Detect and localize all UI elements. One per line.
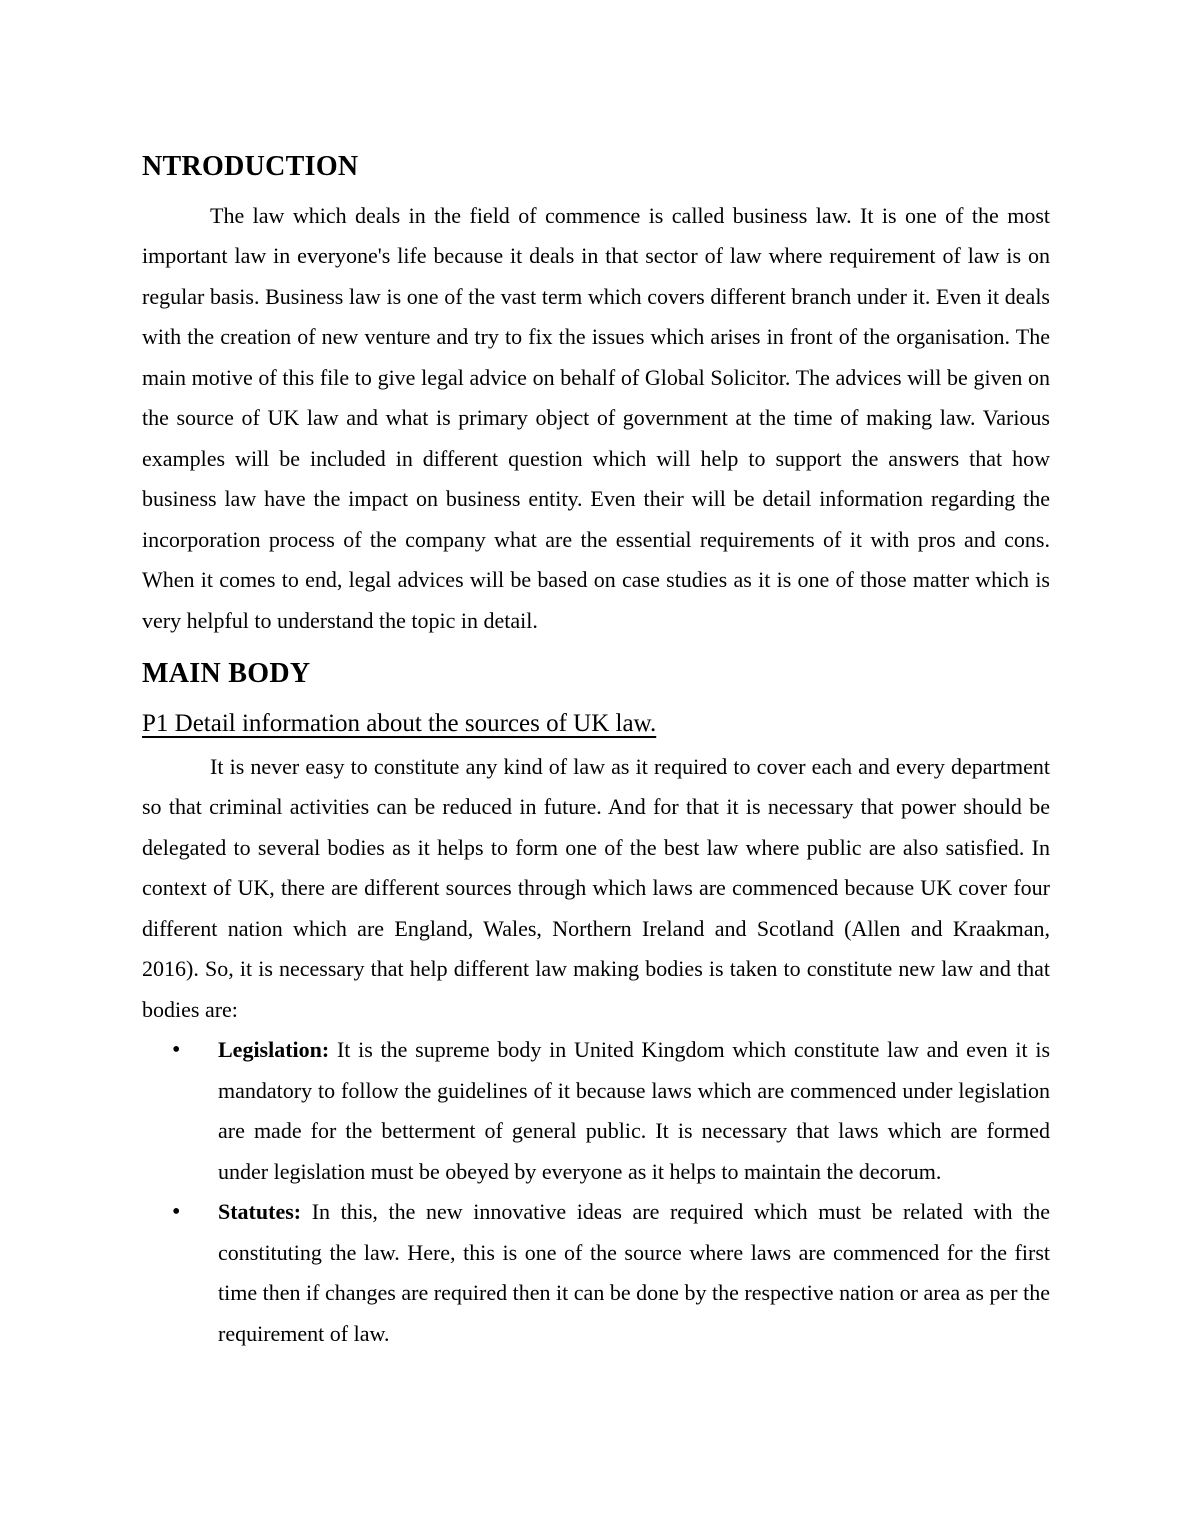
bullet-body-text: In this, the new innovative ideas are required which must be related with the constituting the law. Here, this is one of the source where laws are commenced for the first time then if changes are required then it can be done by the respective nation or area as per the requirement of law. [218,1199,1051,1346]
list-item-statutes [142,1192,1050,1354]
section-heading-introduction: NTRODUCTION [142,151,359,182]
p1-subheading: P1 Detail information about the sources of UK law. [142,709,657,737]
introduction-paragraph: The law which deals in the field of commence is called business law. It is one of the most important law in everyone's life because it deals in that sector of law where requirement of law is on regular basis. Business law is one of the vast term which covers different branch under it. Even it deals with the creation of new venture and try to fix the issues which arises in front of the organisation. The main motive of this file to give legal advice on behalf of Global Solicitor. The advices will be given on the source of UK law and what is primary object of government at the time of making law. Various examples will be included in different question which will help to support the answers that how business law have the impact on business entity. Even their will be detail information regarding the incorporation process of the company what are the essential requirements of it with pros and cons. When it comes to end, legal advices will be based on case studies as it is one of those matter which is very helpful to understand the topic in detail. [142,202,1050,633]
bullet-icon: • [172,1037,181,1064]
bullet-icon: • [172,1199,181,1226]
bullet-body-text: It is the supreme body in United Kingdom which constitute law and even it is mandatory to follow the guidelines of it because laws which are commenced under legislation are made for the betterment of general public. It is necessary that laws which are formed under legislation must be obeyed by everyone as it helps to maintain the decorum. [218,1037,1051,1184]
uk-law-sources-list [142,1030,1050,1354]
list-item-legislation [142,1030,1050,1192]
bullet-lead-label: Statutes: [218,1199,302,1225]
section-heading-main-body: MAIN BODY [142,658,311,690]
bullet-lead-label: Legislation: [218,1037,330,1063]
p1-sources-paragraph: It is never easy to constitute any kind of law as it required to cover each and every department so that criminal activities can be reduced in future. And for that it is necessary that power should be delegated to several bodies as it helps to form one of the best law where public are also satisfied. In context of UK, there are different sources through which laws are commenced because UK cover four different nation which are England, Wales, Northern Ireland and Scotland (Allen and Kraakman, 2016). So, it is necessary that help different law making bodies is taken to constitute new law and that bodies are: [142,753,1050,1022]
